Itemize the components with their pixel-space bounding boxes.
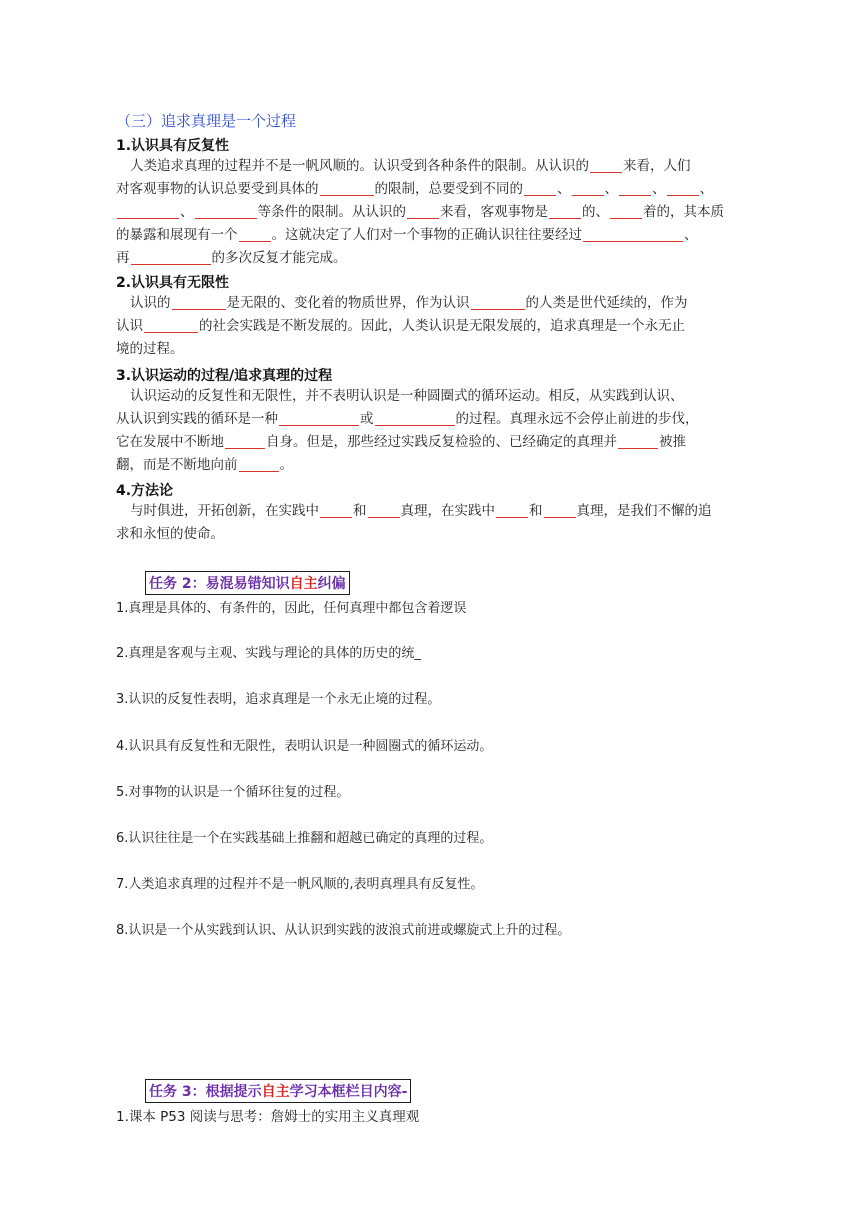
text: 来看，客观事物是 — [440, 204, 548, 220]
task2-header — [145, 571, 350, 595]
text: 真理，是我们不懈的追 — [576, 503, 712, 519]
fill-blank[interactable] — [583, 227, 683, 242]
text: 等条件的限制。从认识的 — [257, 204, 406, 220]
task2-highlight: 自主 — [289, 576, 318, 592]
task2-prefix: 任务 2：易混易错知识 — [149, 576, 290, 592]
text: 。 — [279, 457, 293, 473]
task2-item: 2.真理是客观与主观、实践与理论的具体的历史的统_ — [116, 646, 421, 661]
task3-suffix: 学习本框栏目内容- — [289, 1084, 408, 1100]
fill-blank[interactable] — [407, 204, 439, 219]
text: 它在发展中不断地 — [116, 434, 224, 450]
task3-item: 1.课本 P53 阅读与思考：詹姆士的实用主义真理观 — [116, 1109, 420, 1125]
text: 求和永恒的使命。 — [116, 526, 224, 542]
fill-blank[interactable] — [471, 295, 525, 310]
fill-blank[interactable] — [144, 318, 198, 333]
text: 人类追求真理的过程并不是一帆风顺的。认识受到各种条件的限制。从认识的 — [130, 158, 589, 174]
heading-cognitive-process: 3.认识运动的过程/追求真理的过程 — [116, 368, 333, 384]
fill-blank[interactable] — [279, 411, 359, 426]
text: 认识运动的反复性和无限性，并不表明认识是一种圆圈式的循环运动。相反，从实践到认识、 — [130, 388, 684, 404]
text: 的过程。真理永远不会停止前进的步伐， — [455, 411, 699, 427]
text: 。这就决定了人们对一个事物的正确认识往往要经过 — [271, 227, 582, 243]
fill-blank[interactable] — [320, 181, 374, 196]
fill-blank[interactable] — [590, 158, 622, 173]
text: 和 — [353, 503, 367, 519]
text: 是无限的、变化着的物质世界，作为认识 — [226, 295, 470, 311]
text: 的暴露和展现有一个 — [116, 227, 238, 243]
fill-blank[interactable] — [239, 457, 279, 472]
fill-blank[interactable] — [524, 181, 556, 196]
fill-blank[interactable] — [619, 181, 651, 196]
heading-repetitiveness: 1.认识具有反复性 — [116, 138, 230, 154]
text: 、 — [699, 181, 713, 197]
fill-blank[interactable] — [195, 204, 257, 219]
section-title: （三）追求真理是一个过程 — [116, 112, 297, 130]
text: 与时俱进，开拓创新，在实践中 — [130, 503, 319, 519]
task2-item: 3.认识的反复性表明，追求真理是一个永无止境的过程。 — [116, 692, 441, 707]
fill-blank[interactable] — [496, 503, 528, 518]
text: 对客观事物的认识总要受到具体的 — [116, 181, 319, 197]
task2-item: 6.认识往往是一个在实践基础上推翻和超越已确定的真理的过程。 — [116, 831, 493, 846]
paragraph-repetitiveness — [116, 155, 756, 270]
fill-blank[interactable] — [117, 204, 179, 219]
text: 和 — [529, 503, 543, 519]
fill-blank[interactable] — [368, 503, 400, 518]
task2-item: 7.人类追求真理的过程并不是一帆风顺的,表明真理具有反复性。 — [116, 877, 484, 892]
fill-blank[interactable] — [544, 503, 576, 518]
fill-blank[interactable] — [618, 434, 658, 449]
task2-item: 8.认识是一个从实践到认识、从认识到实践的波浪式前进或螺旋式上升的过程。 — [116, 923, 571, 938]
text: 境的过程。 — [116, 341, 184, 357]
text: 自身。但是，那些经过实践反复检验的、已经确定的真理并 — [266, 434, 617, 450]
text: 来看，人们 — [623, 158, 691, 174]
heading-infinity: 2.认识具有无限性 — [116, 275, 230, 291]
text: 的人类是世代延续的，作为 — [525, 295, 688, 311]
task2-item: 1.真理是具体的、有条件的，因此，任何真理中都包含着逻误 — [116, 601, 467, 616]
text: 、 — [557, 181, 571, 197]
fill-blank[interactable] — [610, 204, 642, 219]
task2-item: 5.对事物的认识是一个循环往复的过程。 — [116, 785, 350, 800]
fill-blank[interactable] — [549, 204, 581, 219]
text: 、 — [684, 227, 698, 243]
fill-blank[interactable] — [320, 503, 352, 518]
text: 的多次反复才能完成。 — [211, 250, 347, 266]
fill-blank[interactable] — [572, 181, 604, 196]
fill-blank[interactable] — [172, 295, 226, 310]
task3-highlight: 自主 — [261, 1084, 290, 1100]
paragraph-infinity — [116, 292, 756, 361]
task3-prefix: 任务 3：根据提示 — [149, 1084, 262, 1100]
text: 再 — [116, 250, 130, 266]
fill-blank[interactable] — [375, 411, 455, 426]
paragraph-cognitive-process — [116, 385, 756, 477]
text: 认识 — [116, 318, 143, 334]
text: 、 — [604, 181, 618, 197]
text: 真理，在实践中 — [400, 503, 495, 519]
text: 的、 — [582, 204, 609, 220]
text: 的社会实践是不断发展的。因此，人类认识是无限发展的，追求真理是一个永无止 — [199, 318, 685, 334]
task3-header — [145, 1079, 411, 1103]
heading-methodology: 4.方法论 — [116, 483, 174, 499]
task2-item: 4.认识具有反复性和无限性，表明认识是一种圆圈式的循环运动。 — [116, 739, 493, 754]
text: 、 — [652, 181, 666, 197]
text: 翻，而是不断地向前 — [116, 457, 238, 473]
text: 着的，其本质 — [643, 204, 724, 220]
text: 从认识到实践的循环是一种 — [116, 411, 278, 427]
text: 被推 — [659, 434, 686, 450]
paragraph-methodology — [116, 500, 756, 546]
text: 、 — [180, 204, 194, 220]
task2-suffix: 纠偏 — [317, 576, 346, 592]
fill-blank[interactable] — [239, 227, 271, 242]
fill-blank[interactable] — [667, 181, 699, 196]
text: 的限制，总要受到不同的 — [374, 181, 523, 197]
text: 或 — [360, 411, 374, 427]
fill-blank[interactable] — [225, 434, 265, 449]
fill-blank[interactable] — [131, 250, 211, 265]
text: 认识的 — [130, 295, 171, 311]
